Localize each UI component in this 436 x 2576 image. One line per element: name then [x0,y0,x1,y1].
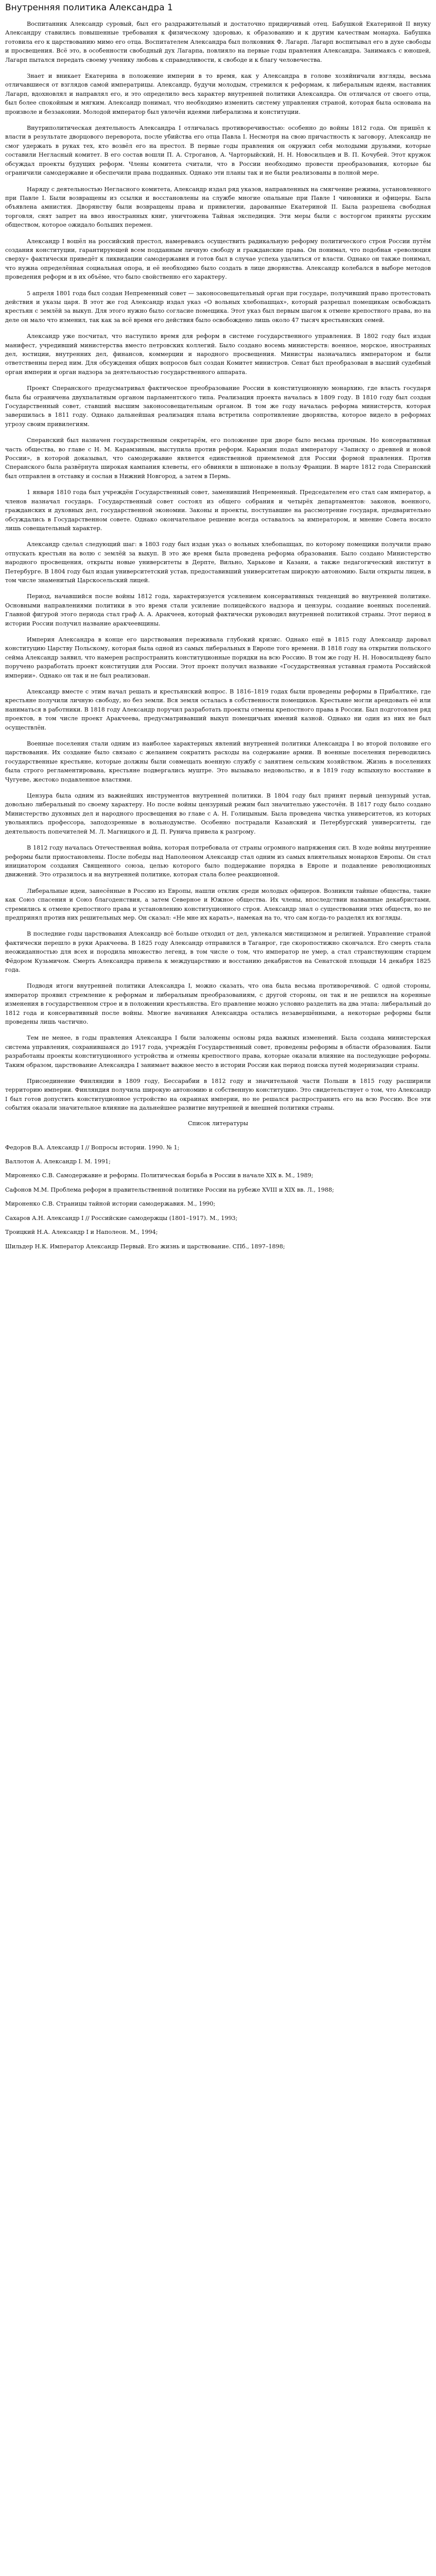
references-list [5,1143,431,1251]
document [0,0,436,1266]
paragraph: Тем не менее, в годы правления Александра I были заложены основы ряда важных изменений. Была создана министерская система управления, сохранившаяся до 1917 года, учреждён Государственный совет, проведены реформы в области образования. Были разработаны проекты конституционного устройства и отмены крепостного права, которые оказали влияние на последующие реформы. Таким образом, царствование Александра I занимает важное место в истории России как период поиска путей модернизации страны. [5,1035,431,1069]
paragraph: В 1812 году началась Отечественная война, которая потребовала от страны огромного напряжения сил. В ходе войны внутренние реформы были приостановлены. После победы над Наполеоном Александр стал одним из самых влиятельных монархов Европы. Он стал инициатором создания Священного союза, целью которого было поддержание порядка в Европе и подавление революционных движений. Это отразилось и на внутренней политике, которая стала более реакционной. [5,844,431,878]
paragraph: В последние годы царствования Александр всё больше отходил от дел, увлекался мистицизмом и религией. Управление страной фактически перешло в руки Аракчеева. В 1825 году Александр отправился в Таганрог, где скоропостижно скончался. Его смерть стала неожиданностью для всех и породила множество легенд, в том числе о том, что император не умер, а стал странствующим старцем Фёдором Кузьмичом. Смерть Александра привела к междуцарствию и восстанию декабристов на Сенатской площади 14 декабря 1825 года. [5,930,431,973]
paragraph: Империя Александра в конце его царствования переживала глубокий кризис. Однако ещё в 1815 году Александр даровал конституцию Царству Польскому, которая была одной из самых либеральных в Европе того времени. В 1818 году на открытии польского сейма Александр заявил, что намерен распространить конституционные порядки на всю Россию. В том же году Н. Н. Новосильцеву было поручено разработать проект конституции для России. Этот проект получил название «Государственная уставная грамота Российской империи». Однако он так и не был реализован. [5,636,431,679]
paragraph: Проект Сперанского предусматривал фактическое преобразование России в конституционную монархию, где власть государя была бы ограничена двухпалатным органом парламентского типа. Реализация проекта началась в 1809 году. В 1810 году был создан Государственный совет, ставший высшим законосовещательным органом. В том же году началась реформа министерств, которая завершилась в 1811 году. Однако дальнейшая реализация плана встретила сопротивление дворянства, которое видело в реформах угрозу своим привилегиям. [5,385,431,428]
paragraph: Внутриполитическая деятельность Александра I отличалась противоречивостью: особенно до войны 1812 года. Он пришёл к власти в результате дворцового переворота, после убийства его отца Павла I. Несмотря на свою причастность к заговору, Александр не смог удержать в руках тех, кто возвёл его на престол. В первые годы правления он окружил себя молодыми друзьями, которые составили Негласный комитет. В его состав вошли П. А. Строганов, А. Чарторыйский, Н. Н. Новосильцев и В. П. Кочубей. Этот кружок обсуждал проекты будущих реформ. Члены комитета считали, что в России необходимо провести преобразования, которые бы ограничили самодержавие и обеспечили права подданных. Однако эти планы так и не были реализованы в полной мере. [5,125,431,177]
reference-item: Троицкий Н.А. Александр I и Наполеон. М., 1994; [5,1229,158,1236]
paragraph: 5 апреля 1801 года был создан Непременный совет — законосовещательный орган при государе, получивший право протестовать действия и указы царя. В этот же год Александр издал указ «О вольных хлебопашцах», который разрешал помещикам освобождать крестьян с землёй за выкуп. Для этого нужно было согласие помещика. Этот указ был первым шагом к отмене крепостного права, но на деле он мало что изменил, так как за всё время его действия было освобождено лишь около 47 тысяч крестьянских семей. [5,290,431,324]
paragraph: Александр сделал следующий шаг: в 1803 году был издан указ о вольных хлебопашцах, по которому помещики получили право отпускать крестьян на волю с землёй за выкуп. В это же время была проведена реформа образования. Было создано Министерство народного просвещения, открыты новые университеты в Дерпте, Вильно, Харькове и Казани, а также педагогический институт в Петербурге. В 1804 году был издан университетский устав, предоставивший университетам широкую автономию. Были открыты лицеи, в том числе знаменитый Царскосельский лицей. [5,541,431,584]
paragraph: Знает и вникает Екатерина в положение империи в то время, как у Александра в голове хозяйничали взгляды, весьма отличавшиеся от взглядов самой императрицы. Александр, будучи молодым, стремился к реформам, к либеральным идеям, наставник Лагарп, вдохновлял и направлял его, и это определило весь характер внутренней политики Александра. Он отличался от своего отца, был более спокойным и мягким. Александр понимал, что необходимо изменить систему управления страной, которая была основана на произволе и беззаконии. Молодой император был увлечён идеями либерализма и конституции. [5,73,431,115]
page-title: Внутренняя политика Александра 1 [5,3,173,13]
paragraph: Период, начавшийся после войны 1812 года, характеризуется усилением консервативных тенденций во внутренней политике. Основными направлениями политики в это время стали усиление полицейского надзора и цензуры, создание военных поселений. Главной фигурой этого периода стал граф А. А. Аракчеев, который фактически руководил внутренней политикой страны. Этот период в истории России получил название аракчеевщины. [5,593,431,627]
document-body [5,20,431,1113]
paragraph: Наряду с деятельностью Негласного комитета, Александр издал ряд указов, направленных на смягчение режима, установленного при Павле I. Были возвращены из ссылки и восстановлены на службе многие опальные при Павле I чиновники и офицеры. Была объявлена амнистия. Дворянству были возвращены права и привилегии, дарованные Екатериной II. Была разрешена свободная торговля, снят запрет на ввоз иностранных книг, уничтожена Тайная экспедиция. Эти меры были с восторгом приняты русским обществом, которое ожидало больших перемен. [5,185,431,229]
paragraph: Либеральные идеи, занесённые в Россию из Европы, нашли отклик среди молодых офицеров. Возникли тайные общества, такие как Союз спасения и Союз благоденствия, а затем Северное и Южное общества. Их члены, впоследствии названные декабристами, стремились к отмене крепостного права и установлению конституционного строя. Александр знал о существовании этих обществ, но не предпринял против них решительных мер. Он сказал: «Не мне их карать», намекая на то, что сам когда-то разделял их взгляды. [5,887,431,921]
reference-item: Сахаров А.Н. Александр I // Российские самодержцы (1801–1917). М., 1993; [5,1214,238,1222]
paragraph: Александр вместе с этим начал решать и крестьянский вопрос. В 1816–1819 годах были проведены реформы в Прибалтике, где крестьяне получили личную свободу, но без земли. Вся земля осталась в собственности помещиков. Крестьяне могли арендовать её или наниматься в работники. В 1818 году Александр поручил разработать проекты отмены крепостного права в России. Был подготовлен ряд проектов, в том числе проект Аракчеева, предусматривавший выкуп помещичьих имений казной. Однако ни один из них не был осуществлён. [5,688,431,731]
reference-item: Мироненко С.В. Самодержавие и реформы. Политическая борьба в России в начале XIX в. М., 1989; [5,1172,313,1179]
reference-item: Федоров В.А. Александр I // Вопросы истории. 1990. № 1; [5,1144,180,1151]
references-heading: Список литературы [187,1120,249,1127]
paragraph: Сперанский был назначен государственным секретарём, его положение при дворе было весьма прочным. Но консервативная часть общества, во главе с Н. М. Карамзиным, выступила против реформ. Карамзин подал императору «Записку о древней и новой России», в которой доказывал, что самодержавие является единственной приемлемой для России формой правления. Против Сперанского была развёрнута широкая кампания клеветы, его обвиняли в шпионаже в пользу Франции. В марте 1812 года Сперанский был отправлен в отставку и сослан в Нижний Новгород, а затем в Пермь. [5,437,431,480]
paragraph: Воспитанник Александр суровый, был его раздражительный и достаточно придирчивый отец. Бабушкой Екатериной II внуку Александру ставились повышенные требования к физическому здоровью, к образованию и к другим качествам монарха. Бабушка готовила его к царствованию мимо его отца. Воспитателем Александра был полковник Ф. Лагарп. Лагарп воспитывал его в духе свободы и просвещения. Всё это, в особенности свободный дух Лагарпа, повлияло на первые годы правления Александра. Занимаясь с юношей, Лагарп пытался передать своему ученику любовь к справедливости, к свободе и к благу человечества. [5,21,431,63]
paragraph: Военные поселения стали одним из наиболее характерных явлений внутренней политики Александра I во второй половине его царствования. Их создание было связано с желанием сократить расходы на содержание армии. В военные поселения переводились государственные крестьяне, которые должны были совмещать военную службу с занятием сельским хозяйством. Жизнь в поселениях была строго регламентирована, крестьяне подвергались муштре. Это вызывало недовольство, и в 1819 году вспыхнуло восстание в Чугуеве, жестоко подавленное властями. [5,740,431,783]
reference-item: Сафонов М.М. Проблема реформ в правительственной политике России на рубеже XVIII и XIX вв. Л., 1988; [5,1186,334,1193]
paragraph: Присоединение Финляндии в 1809 году, Бессарабии в 1812 году и значительной части Польши в 1815 году расширили территорию империи. Финляндия получила широкую автономию и собственную конституцию. Это свидетельствует о том, что Александр I был готов допустить конституционное устройство на окраинах империи, но не решался распространить его на всю Россию. Все эти события оказали значительное влияние на дальнейшее развитие внутренней и внешней политики страны. [5,1078,431,1112]
reference-item: Мироненко С.В. Страницы тайной истории самодержавия. М., 1990; [5,1200,216,1208]
reference-item: Шильдер Н.К. Император Александр Первый. Его жизнь и царствование. СПб., 1897–1898; [5,1243,285,1250]
paragraph: Александр уже посчитал, что наступило время для реформ в системе государственного управления. В 1802 году был издан манифест, учредивший министерства вместо петровских коллегий. Было создано восемь министерств: военное, морское, иностранных дел, юстиции, внутренних дел, финансов, коммерции и народного просвещения. Министры назначались императором и были ответственны перед ним. Для обсуждения общих вопросов был создан Комитет министров. Сенат был преобразован в высший судебный орган империи и орган надзора за деятельностью государственного аппарата. [5,333,431,376]
reference-item: Валлотон А. Александр I. М. 1991; [5,1158,111,1165]
paragraph: 1 января 1810 года был учреждён Государственный совет, заменивший Непременный. Председателем его стал сам император, а членов назначал государь. Государственный совет состоял из общего собрания и четырёх департаментов: законов, военного, гражданских и духовных дел, государственной экономии. Законы и проекты, поступавшие на рассмотрение государя, предварительно обсуждались в Государственном совете. Однако окончательное решение всегда оставалось за императором, и мнение Совета носило лишь совещательный характер. [5,489,431,532]
paragraph: Подводя итоги внутренней политики Александра I, можно сказать, что она была весьма противоречивой. С одной стороны, император проявил стремление к реформам и либеральным преобразованиям, с другой стороны, он так и не решился на коренные изменения в государственном строе и в положении крестьянства. Его правление можно условно разделить на два этапа: либеральный до 1812 года и консервативный после войны. Многие начинания Александра остались незавершёнными, а некоторые реформы были проведены лишь частично. [5,982,431,1025]
paragraph: Цензура была одним из важнейших инструментов внутренней политики. В 1804 году был принят первый цензурный устав, довольно либеральный по своему характеру. Но после войны цензурный режим был значительно ужесточён. В 1817 году было создано Министерство духовных дел и народного просвещения во главе с А. Н. Голицыным. Была проведена чистка университетов, из которых увольнялись профессора, заподозренные в вольнодумстве. Особенно пострадали Казанский и Петербургский университеты, где деятельность попечителей М. Л. Магницкого и Д. П. Рунича привела к разгрому. [5,792,431,835]
paragraph: Александр I вошёл на российский престол, намереваясь осуществить радикальную реформу политического строя России путём создания конституции, гарантирующей всем подданным личную свободу и гражданские права. Он понимал, что подобная «революция сверху» фактически приведёт к ликвидации самодержавия и готов был в случае успеха удалиться от власти. Однако он также понимал, что нужна определённая социальная опора, и её необходимо было создать в лице дворянства. Александр колебался в выборе методов проведения реформ и в их объёме, что было свойственно его характеру. [5,238,431,281]
